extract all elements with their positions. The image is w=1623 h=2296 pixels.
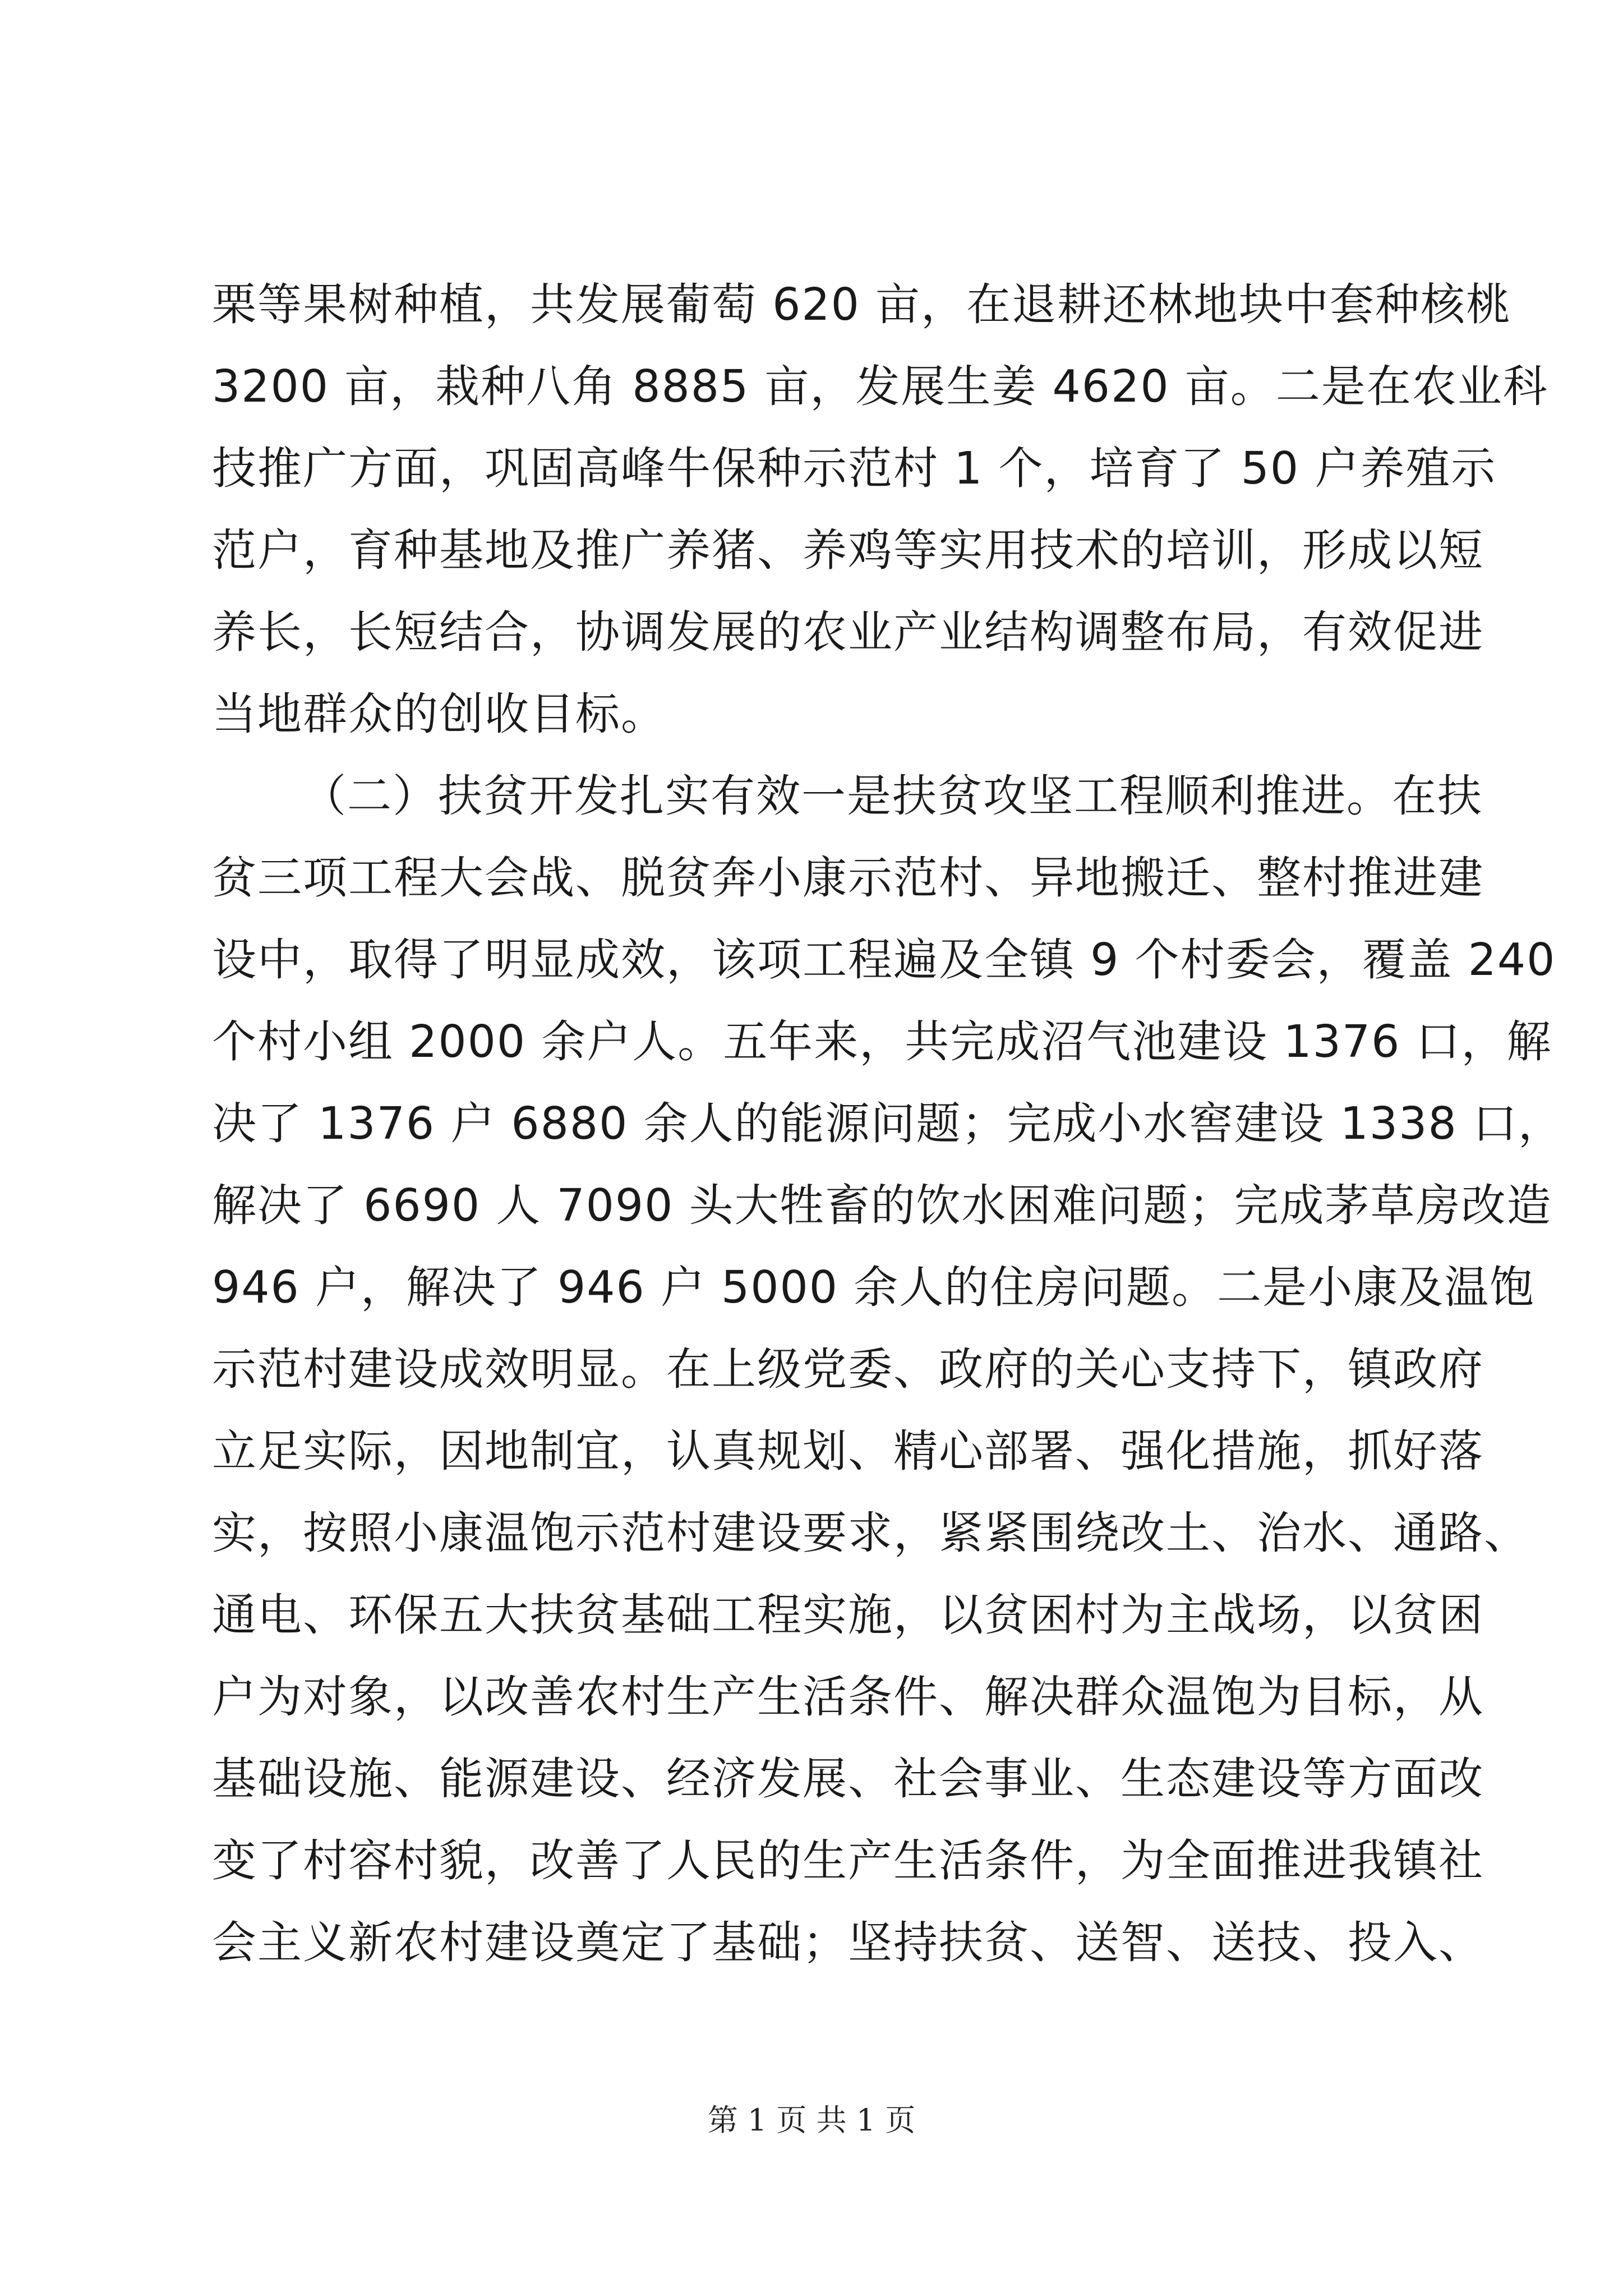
text-line: 户为对象，以改善农村生产生活条件、解决群众温饱为目标，从 [212,1671,1484,1723]
text-line: 示范村建设成效明显。在上级党委、政府的关心支持下，镇政府 [212,1343,1484,1395]
text-line: 基础设施、能源建设、经济发展、社会事业、生态建设等方面改 [212,1753,1484,1805]
text-line: 通电、环保五大扶贫基础工程实施，以贫困村为主战场，以贫困 [212,1589,1484,1641]
text-line: 养长，长短结合，协调发展的农业产业结构调整布局，有效促进 [212,606,1484,658]
text-line: 946 户，解决了 946 户 5000 余人的住房问题。二是小康及温饱 [212,1262,1536,1313]
page-footer [0,2101,1623,2140]
text-line: 解决了 6690 人 7090 头大牲畜的饮水困难问题；完成茅草房改造 [212,1180,1552,1231]
text-line: 栗等果树种植，共发展葡萄 620 亩，在退耕还林地块中套种核桃 [212,279,1512,330]
text-line: 3200 亩，栽种八角 8885 亩，发展生姜 4620 亩。二是在农业科 [212,361,1548,412]
text-line: 个村小组 2000 余户人。五年来，共完成沼气池建设 1376 口，解 [212,1016,1552,1068]
text-line: 技推广方面，巩固高峰牛保种示范村 1 个，培育了 50 户养殖示 [212,443,1497,494]
text-line: 贫三项工程大会战、脱贫奔小康示范村、异地搬迁、整村推进建 [212,852,1484,904]
section-heading-line: （二）扶贫开发扎实有效一是扶贫攻坚工程顺利推进。在扶 [302,770,1483,822]
text-line: 设中，取得了明显成效，该项工程遍及全镇 9 个村委会，覆盖 240 [212,934,1556,986]
text-line: 范户，育种基地及推广养猪、养鸡等实用技术的培训，形成以短 [212,524,1484,576]
text-line: 立足实际，因地制宜，认真规划、精心部署、强化措施，抓好落 [212,1425,1484,1477]
document-body [212,264,1564,1984]
text-line: 实，按照小康温饱示范村建设要求，紧紧围绕改土、治水、通路、 [212,1507,1529,1559]
text-line: 变了村容村貌，改善了人民的生产生活条件，为全面推进我镇社 [212,1835,1484,1887]
page-number-label: 第 1 页 共 1 页 [707,2102,916,2138]
text-line: 会主义新农村建设奠定了基础；坚持扶贫、送智、送技、投入、 [212,1917,1484,1968]
text-line: 决了 1376 户 6880 余人的能源问题；完成小水窖建设 1338 口， [212,1098,1564,1149]
text-line: 当地群众的创收目标。 [212,688,666,740]
